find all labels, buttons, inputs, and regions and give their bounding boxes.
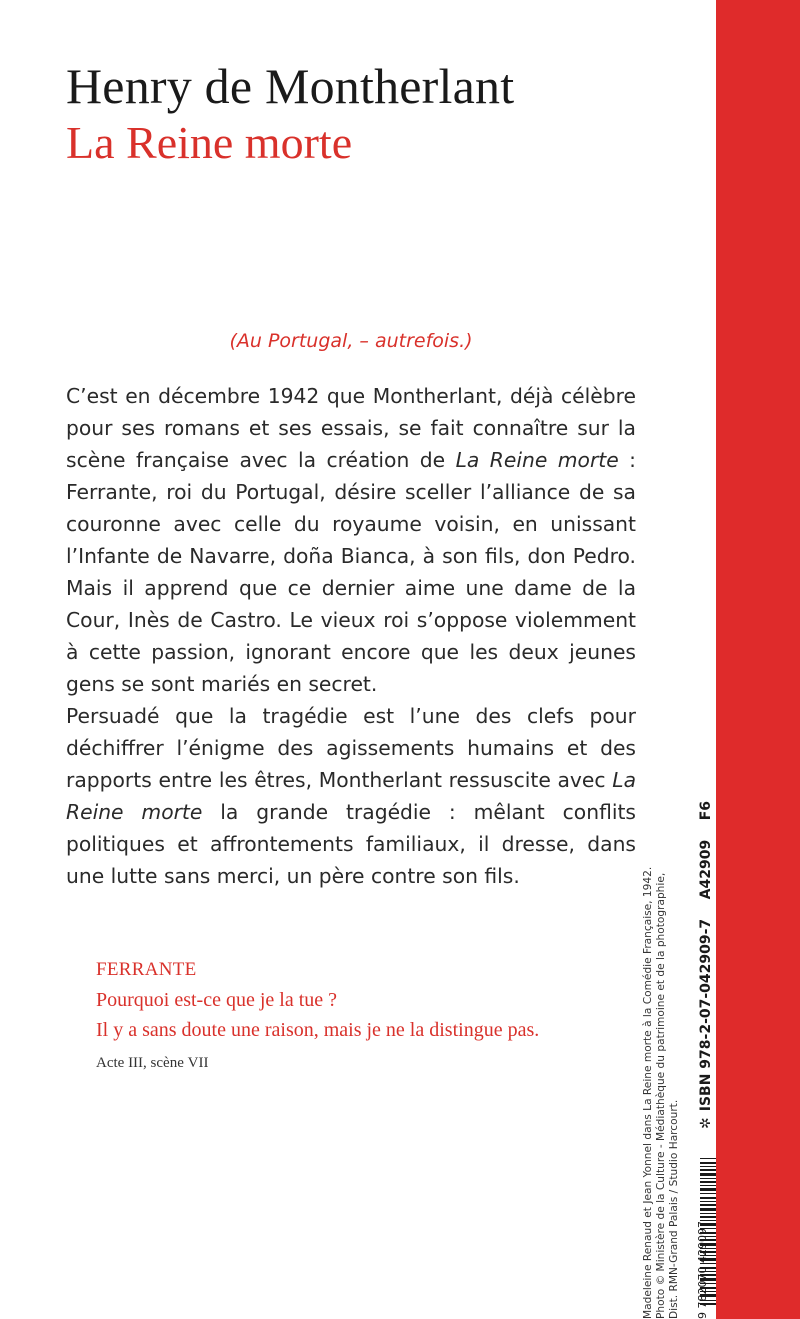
- blurb-paragraph-2: Persuadé que la tragédie est l’une des clefs pour déchiffrer l’énigme des agissements humains et des rapports entre les êtres, Montherlant ressuscite avec La Reine morte la grande tragédie : mêlant conflits politiques et affrontements familiaux, il dresse, dans une lutte sans merci, un père contre son fils.: [66, 704, 636, 888]
- blurb-paragraph-1: C’est en décembre 1942 que Montherlant, déjà célèbre pour ses romans et ses essais, se fait connaître sur la scène française avec la création de La Reine morte : Ferrante, roi du Portugal, désire sceller l’alliance de sa couronne avec celle du royaume voisin, en unissant l’Infante de Navarre, doña Bianca, à son fils, don Pedro. Mais il apprend que ce dernier aime une dame de la Cour, Inès de Castro. Le vieux roi s’oppose violemment à cette passion, ignorant encore que les deux jeunes gens se sont mariés en secret.: [66, 384, 637, 696]
- credit-line: Photo © Ministère de la Culture - Médiathèque du patrimoine et de la photographie,: [655, 872, 667, 1319]
- setting-line: (Au Portugal, – autrefois.): [229, 330, 473, 352]
- title-italic: La Reine morte: [66, 768, 636, 824]
- quote-line-2: Il y a sans doute une raison, mais je ne la distingue pas.: [96, 1019, 540, 1041]
- quote-line-1: Pourquoi est-ce que je la tue ?: [96, 989, 338, 1011]
- publisher-logo-icon: ✲: [698, 1117, 714, 1129]
- isbn: ISBN 978-2-07-042909-7: [698, 918, 714, 1112]
- red-spine-band: [716, 0, 800, 1319]
- isbn-block: [698, 801, 714, 1129]
- book-title: La Reine morte: [66, 117, 353, 168]
- quote: [96, 955, 656, 1045]
- product-codes: [696, 719, 718, 1319]
- author-name: Henry de Montherlant: [66, 58, 515, 114]
- barcode-digits: 9 782070 429097: [696, 1221, 709, 1319]
- title-italic: La Reine morte: [455, 448, 619, 472]
- vertical-spine-info: [640, 719, 720, 1319]
- product-code: A42909: [698, 839, 714, 900]
- quote-speaker: FERRANTE: [96, 959, 197, 980]
- credit-line: Dist. RMN-Grand Palais / Studio Harcourt.: [668, 1099, 680, 1319]
- credit-line: Madeleine Renaud et Jean Yonnel dans La Reine morte à la Comédie Française, 1942.: [642, 866, 654, 1319]
- quote-reference: Acte III, scène VII: [96, 1055, 209, 1071]
- photo-credits: [642, 759, 681, 1319]
- blurb: [66, 380, 636, 892]
- price-category: F6: [698, 800, 714, 821]
